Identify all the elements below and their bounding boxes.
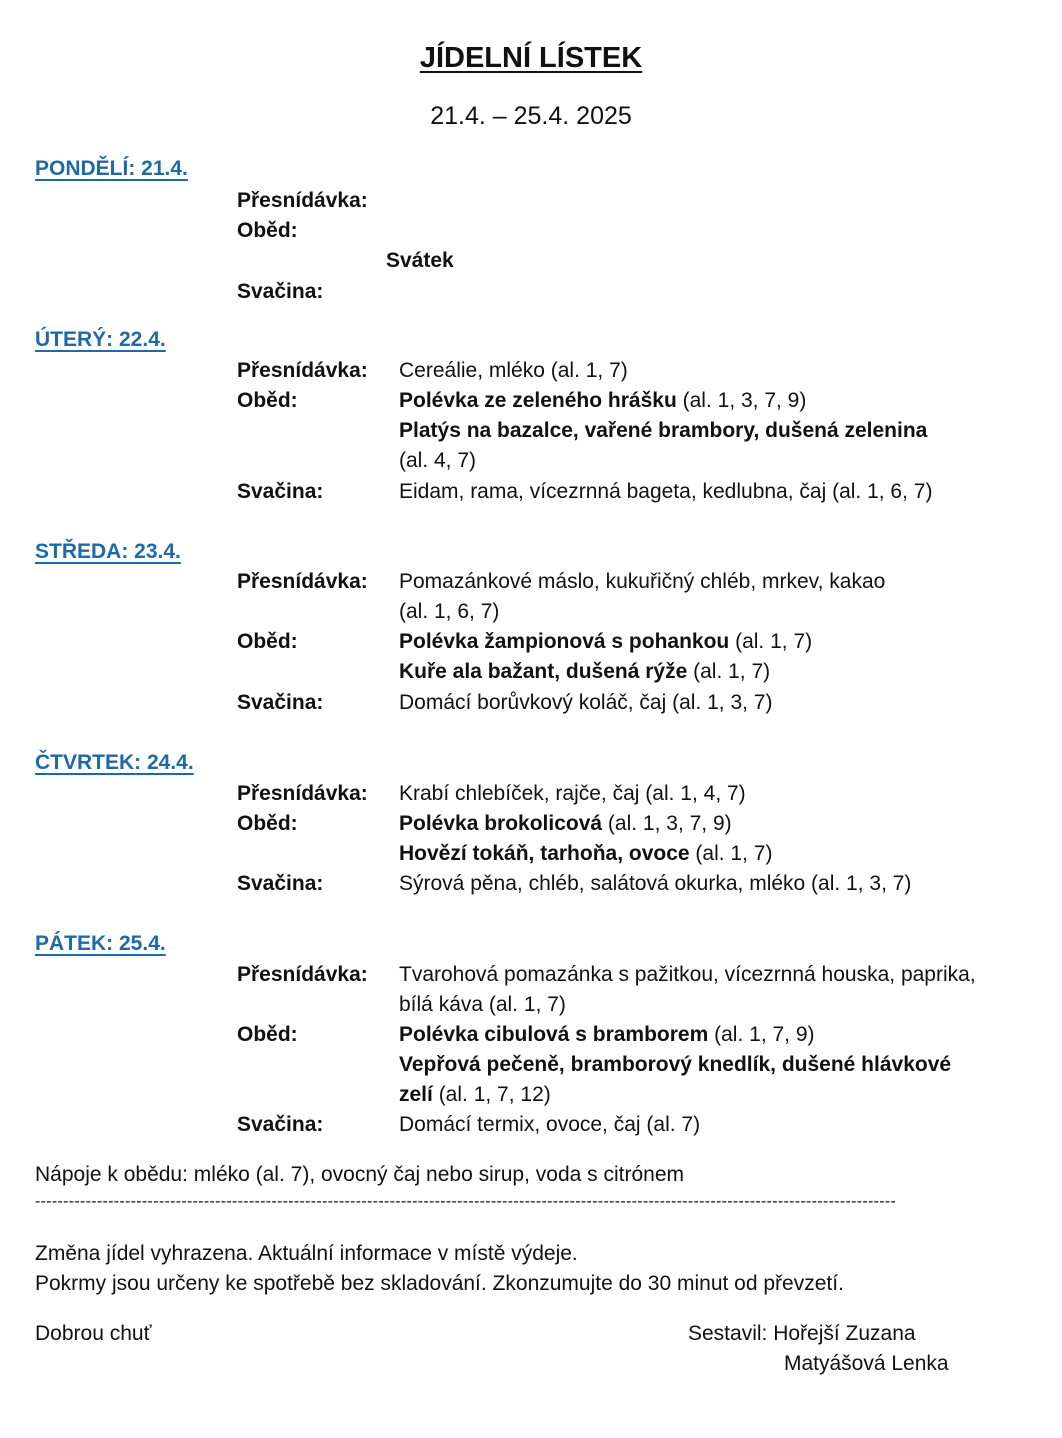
tuesday-main: Platýs na bazalce, vařené brambory, dušená zelenina	[399, 419, 928, 442]
day-heading-tuesday: ÚTERÝ: 22.4.	[35, 328, 166, 351]
friday-main-cont: zelí (al. 1, 7, 12)	[399, 1083, 551, 1106]
label-presnidavka: Přesnídávka:	[237, 963, 368, 986]
label-svacina: Svačina:	[237, 872, 324, 895]
label-obed: Oběd:	[237, 1023, 298, 1046]
date-range: 21.4. – 25.4. 2025	[430, 102, 632, 130]
separator-line: ---------------------------------------------------------------------------------------------------------------------------------------------------------	[35, 1193, 897, 1210]
tuesday-presnidavka: Cereálie, mléko (al. 1, 7)	[399, 359, 628, 382]
thursday-presnidavka: Krabí chlebíček, rajče, čaj (al. 1, 4, 7)	[399, 782, 746, 805]
label-obed: Oběd:	[237, 630, 298, 653]
friday-main: Vepřová pečeně, bramborový knedlík, dušené hlávkové	[399, 1053, 952, 1076]
label-svacina: Svačina:	[237, 280, 324, 303]
label-svacina: Svačina:	[237, 1113, 324, 1136]
label-presnidavka: Přesnídávka:	[237, 189, 368, 212]
author-2: Matyášová Lenka	[784, 1352, 949, 1375]
thursday-main: Hovězí tokáň, tarhoňa, ovoce (al. 1, 7)	[399, 842, 773, 865]
friday-presnidavka-cont: bílá káva (al. 1, 7)	[399, 993, 566, 1016]
page-title: JÍDELNÍ LÍSTEK	[419, 42, 643, 74]
friday-soup: Polévka cibulová s bramborem (al. 1, 7, 9)	[399, 1023, 815, 1046]
greeting: Dobrou chuť	[35, 1322, 152, 1345]
wednesday-presnidavka-allergens: (al. 1, 6, 7)	[399, 600, 500, 623]
label-svacina: Svačina:	[237, 480, 324, 503]
drinks-note: Nápoje k obědu: mléko (al. 7), ovocný čaj nebo sirup, voda s citrónem	[35, 1163, 685, 1186]
label-svacina: Svačina:	[237, 691, 324, 714]
day-heading-wednesday: STŘEDA: 23.4.	[35, 540, 181, 563]
friday-svacina: Domácí termix, ovoce, čaj (al. 7)	[399, 1113, 701, 1136]
label-obed: Oběd:	[237, 389, 298, 412]
wednesday-presnidavka: Pomazánkové máslo, kukuřičný chléb, mrkev, kakao	[399, 570, 886, 593]
label-obed: Oběd:	[237, 812, 298, 835]
label-presnidavka: Přesnídávka:	[237, 570, 368, 593]
thursday-svacina: Sýrová pěna, chléb, salátová okurka, mléko (al. 1, 3, 7)	[399, 872, 912, 895]
tuesday-svacina: Eidam, rama, vícezrnná bageta, kedlubna, čaj (al. 1, 6, 7)	[399, 480, 933, 503]
wednesday-svacina: Domácí borůvkový koláč, čaj (al. 1, 3, 7)	[399, 691, 773, 714]
friday-presnidavka: Tvarohová pomazánka s pažitkou, vícezrnná houska, paprika,	[399, 963, 976, 986]
storage-notice: Pokrmy jsou určeny ke spotřebě bez skladování. Zkonzumujte do 30 minut od převzetí.	[35, 1272, 844, 1295]
label-obed: Oběd:	[237, 219, 298, 242]
author-1: Sestavil: Hořejší Zuzana	[688, 1322, 916, 1345]
wednesday-soup: Polévka žampionová s pohankou (al. 1, 7)	[399, 630, 813, 653]
tuesday-main-allergens: (al. 4, 7)	[399, 449, 477, 472]
label-presnidavka: Přesnídávka:	[237, 782, 368, 805]
label-presnidavka: Přesnídávka:	[237, 359, 368, 382]
wednesday-main: Kuře ala bažant, dušená rýže (al. 1, 7)	[399, 660, 771, 683]
thursday-soup: Polévka brokolicová (al. 1, 3, 7, 9)	[399, 812, 732, 835]
tuesday-soup: Polévka ze zeleného hrášku (al. 1, 3, 7, 9)	[399, 389, 807, 412]
day-heading-monday: PONDĚLÍ: 21.4.	[35, 157, 188, 180]
holiday-note: Svátek	[386, 249, 454, 272]
day-heading-friday: PÁTEK: 25.4.	[35, 932, 166, 955]
change-notice: Změna jídel vyhrazena. Aktuální informace v místě výdeje.	[35, 1242, 578, 1265]
day-heading-thursday: ČTVRTEK: 24.4.	[35, 751, 194, 774]
